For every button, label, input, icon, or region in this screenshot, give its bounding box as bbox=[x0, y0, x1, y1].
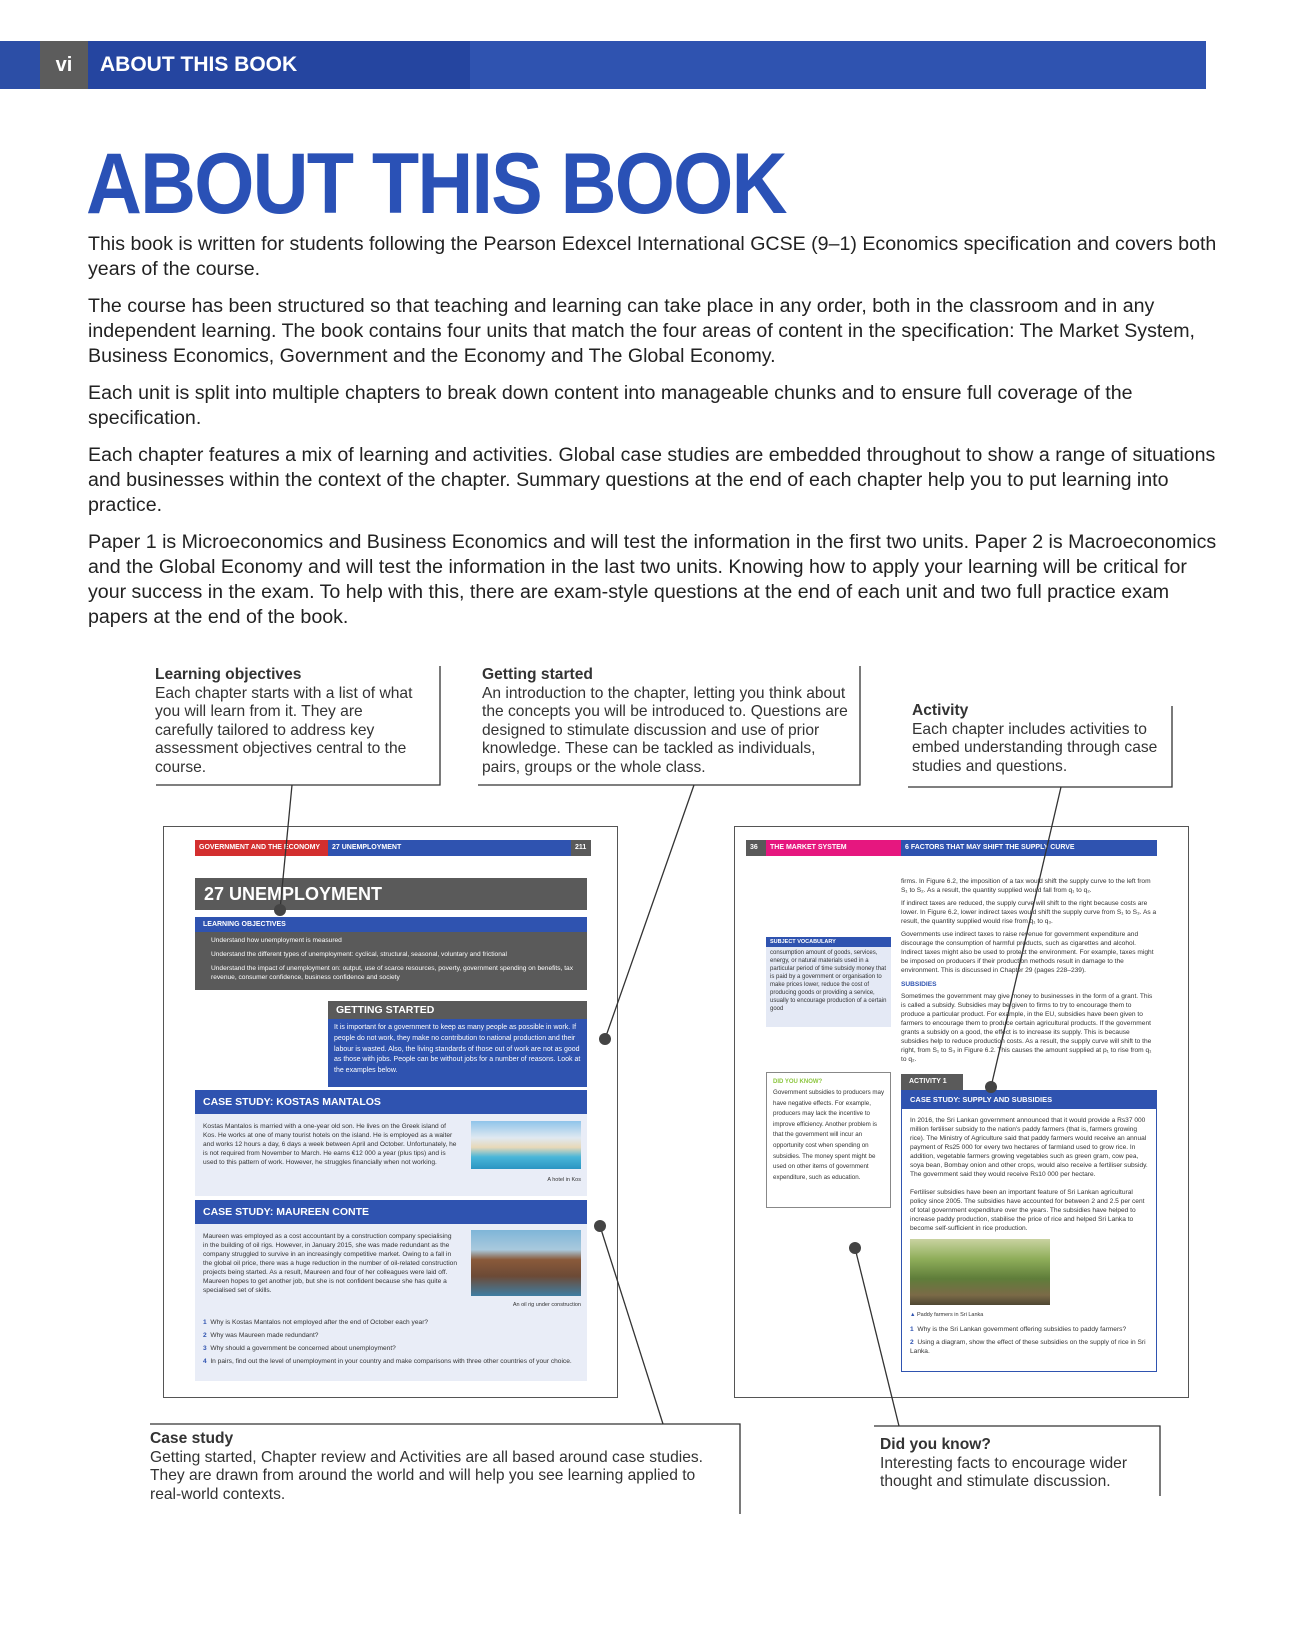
leader-did-you-know bbox=[855, 1248, 899, 1426]
callout-title: Did you know? bbox=[880, 1436, 991, 1453]
leader-activity bbox=[991, 787, 1061, 1087]
activity-question-2: 2 Using a diagram, show the effect of these subsidies on the supply of rice in Sri Lanka. bbox=[910, 1339, 1146, 1355]
activity-question-1: 1 Why is the Sri Lankan government offering subsidies to paddy farmers? bbox=[910, 1326, 1127, 1333]
page-bar-unit: THE MARKET SYSTEM bbox=[766, 840, 901, 856]
leader-getting-started bbox=[605, 785, 694, 1039]
marker-dot bbox=[599, 1033, 611, 1045]
callout-title: Case study bbox=[150, 1430, 234, 1447]
bracket-getting-started bbox=[478, 666, 860, 785]
intro-paragraph: This book is written for students following the Pearson Edexcel International GCSE (9–1) Economics specification and covers both years of the course. bbox=[88, 233, 1217, 280]
cs1-heading: CASE STUDY: KOSTAS MANTALOS bbox=[195, 1090, 587, 1114]
callout-text: Each chapter starts with a list of what you will learn from it. They are carefully tailored to address key assessment objectives central to the course. bbox=[155, 684, 413, 776]
intro-paragraph: Each chapter features a mix of learning and activities. Global case studies are embedded throughout to show a range of situations and businesses within the context of the chapter. Summary questions at the end of each chapter help you to put learning into practice. bbox=[88, 444, 1216, 516]
gs-heading: GETTING STARTED bbox=[328, 1001, 587, 1019]
intro-paragraph: Each unit is split into multiple chapters to break down content into manageable chunks and to ensure full coverage of the specification. bbox=[88, 382, 1133, 429]
page-bar-chapter: 27 UNEMPLOYMENT bbox=[328, 840, 571, 856]
activity-label: ACTIVITY 1 bbox=[901, 1074, 963, 1090]
callout-text: Getting started, Chapter review and Activities are all based around case studies. They are drawn from around the world and will help you see learning applied to real-world contexts. bbox=[150, 1448, 704, 1503]
question-1: 1 Why is Kostas Mantalos not employed after the end of October each year? bbox=[203, 1319, 429, 1326]
question-4: 4 In pairs, find out the level of unemployment in your country and make comparisons with three other countries of your choice. bbox=[203, 1358, 572, 1365]
cs2-heading: CASE STUDY: MAUREEN CONTE bbox=[195, 1200, 587, 1224]
marker-dot bbox=[849, 1242, 861, 1254]
vocab-text: consumption amount of goods, services, energy, or natural materials used in a particular period of time subsidy money that is paid by a government or organisation to make prices lower, reduce the cost of producing goods or providing a service, usually to encourage production of a certain good bbox=[770, 950, 887, 1012]
body-paragraph: Sometimes the government may give money to businesses in the form of a grant. This is called a subsidy. Subsidies may be given to firms to try to encourage them to produce a particular product. For example, in the EU, subsidies have been given to farmers to encourage them to produce certain agricultural products. If the government grants a subsidy on a good, the effect is to increase its supply. This is because subsidies help to reduce production costs. As a result, the supply curve will shift to the right, from S₁ to S₃ in Figure 6.2. This causes the amount supplied at p₁ to rise from q₁ to q₂. bbox=[901, 993, 1153, 1063]
question-2: 2 Why was Maureen made redundant? bbox=[203, 1332, 319, 1339]
marker-dot bbox=[274, 904, 286, 916]
page-bar-unit: GOVERNMENT AND THE ECONOMY bbox=[195, 840, 328, 856]
leader-case-study bbox=[600, 1226, 663, 1424]
intro-paragraph: Paper 1 is Microeconomics and Business Economics and will test the information in the first two units. Paper 2 is Macroeconomics and the Global Economy and will test the information in the last two units. Knowing how to apply your learning will be critical for your success in the exam. To help with this, there are exam-style questions at the end of each unit and two full practice exam papers at the end of the book. bbox=[88, 531, 1217, 628]
lo-item: Understand the different types of unemployment: cyclical, structural, seasonal, voluntary and frictional bbox=[211, 951, 508, 958]
intro-paragraph: The course has been structured so that teaching and learning can take place in any order, both in the classroom and in any independent learning. The book contains four units that match the four areas of content in the specification: The Market System, Business Economics, Government and the Economy and The Global Economy. bbox=[88, 295, 1195, 367]
body-paragraph: firms. In Figure 6.2, the imposition of a tax would shift the supply curve to the left from S₁ to S₂. As a result, the quantity supplied would fall from q₁ to q₂. bbox=[901, 878, 1151, 894]
page-number: vi bbox=[40, 41, 88, 89]
section-title: ABOUT THIS BOOK bbox=[88, 41, 470, 89]
vocab-heading: SUBJECT VOCABULARY bbox=[766, 937, 891, 947]
subsidies-heading: SUBSIDIES bbox=[901, 981, 937, 988]
leader-learning-objectives bbox=[280, 785, 292, 910]
dyk-text: Government subsidies to producers may have negative effects. For example, producers may lack the incentive to improve efficiency. Another problem is that the government will incur an opportunity cost when spending on subsidies. The money spent might be used on other items of government expenditure, such as education. bbox=[773, 1089, 885, 1181]
bracket-case-study bbox=[150, 1424, 740, 1514]
question-3: 3 Why should a government be concerned about unemployment? bbox=[203, 1345, 396, 1352]
callout-title: Getting started bbox=[482, 666, 593, 683]
caption-marker-icon: ▲ bbox=[910, 1312, 916, 1318]
photo-caption: ▲ Paddy farmers in Sri Lanka bbox=[910, 1312, 984, 1318]
marker-dot bbox=[594, 1220, 606, 1232]
bracket-activity bbox=[908, 706, 1172, 787]
cs1-text: Kostas Mantalos is married with a one-year old son. He lives on the Greek island of Kos. He works at one of many tourist hotels on the island. He is employed as a waiter and works 12 hours a day, 6 days a week between April and October. Unfortunately, he is not required from November to March. He earns €12 000 a year (plus tips) and is used to this pattern of work. However, he struggles financially when not working. bbox=[203, 1123, 457, 1166]
activity-text: Fertiliser subsidies have been an important feature of Sri Lankan agricultural policy since 2005. The subsidies have accounted for between 2 and 2.5 per cent of total government expenditure over the years. The subsidies have helped to increase paddy production, stabilise the price of rice and helped Sri Lanka to become self-sufficient in rice production. bbox=[910, 1189, 1145, 1232]
cs2-caption: An oil rig under construction bbox=[512, 1302, 581, 1308]
dyk-heading: DID YOU KNOW? bbox=[773, 1079, 823, 1085]
callout-title: Learning objectives bbox=[155, 666, 302, 683]
gs-text: It is important for a government to keep as many people as possible in work. If people do not work, they make no contribution to national production and their labour is wasted. Also, the living standards of those out of work are not as good as those with jobs. People can be without jobs for a number of reasons. Look at the examples below. bbox=[328, 1019, 587, 1087]
callout-text: Interesting facts to encourage wider thought and stimulate discussion. bbox=[880, 1454, 1128, 1490]
callout-text: An introduction to the chapter, letting you think about the concepts you will be introduced to. Questions are designed to stimulate discussion and use of prior knowledge. These can be tackled as individuals, pairs, groups or the whole class. bbox=[482, 684, 848, 776]
page-bar-number: 211 bbox=[571, 840, 591, 856]
page-bar-chapter: 6 FACTORS THAT MAY SHIFT THE SUPPLY CURVE bbox=[901, 840, 1157, 856]
cs2-text: Maureen was employed as a cost accountant by a construction company specialising in the building of oil rigs. However, in January 2015, she was made redundant as the company struggled to survive in an increasingly competitive market. Owing to a fall in the global oil price, there was a huge reduction in the number of oil-related construction projects being started. As a result, Maureen and four of her colleagues were laid off. Maureen hopes to get another job, but she is not confident because she has quite a specialised set of skills. bbox=[203, 1233, 458, 1294]
page-bar-number: 36 bbox=[746, 840, 766, 856]
activity-text: In 2016, the Sri Lankan government announced that it would provide a Rs37 000 million fertiliser subsidy to the nation's paddy farmers (that is, farmers growing rice). The Ministry of Agriculture said that paddy farmers would receive an annual payment of Rs25 000 for every two hectares of farmland used to grow rice. In addition, vegetable farmers growing vegetables such as green gram, cow pea, soya bean, Bombay onion and other crops, would also receive a fertiliser subsidy. The government said they would receive Rs10 000 per hectare. bbox=[910, 1117, 1148, 1178]
chapter-title: 27 UNEMPLOYMENT bbox=[195, 878, 587, 910]
activity-heading: CASE STUDY: SUPPLY AND SUBSIDIES bbox=[902, 1091, 1156, 1109]
bracket-did-you-know bbox=[874, 1426, 1160, 1496]
bracket-learning-objectives bbox=[156, 666, 440, 785]
lo-heading: LEARNING OBJECTIVES bbox=[195, 917, 587, 932]
body-paragraph: If indirect taxes are reduced, the supply curve will shift to the right because costs are lower. In Figure 6.2, lower indirect taxes would shift the supply curve from S₁ to S₃. As a result, the quantity supplied would rise from q₁ to q₃. bbox=[901, 900, 1157, 925]
page-title: ABOUT THIS BOOK bbox=[86, 136, 786, 232]
body-paragraph: Governments use indirect taxes to raise revenue for government expenditure and discourage the consumption of harmful products, such as cigarettes and alcohol. Indirect taxes might also be used to protect the environment. For example, taxes might be imposed on producers if their production methods result in damage to the environment. This is discussed in Chapter 29 (pages 228–239). bbox=[901, 931, 1154, 974]
lo-item: Understand how unemployment is measured bbox=[211, 937, 342, 944]
callout-text: Each chapter includes activities to embed understanding through case studies and questions. bbox=[912, 720, 1158, 775]
callout-title: Activity bbox=[912, 702, 969, 719]
cs1-caption: A hotel in Kos bbox=[547, 1177, 581, 1183]
lo-item: Understand the impact of unemployment on: output, use of scarce resources, poverty, government spending on benefits, tax revenue, consumer confidence, business confidence and society bbox=[211, 965, 574, 981]
marker-dot bbox=[985, 1081, 997, 1093]
